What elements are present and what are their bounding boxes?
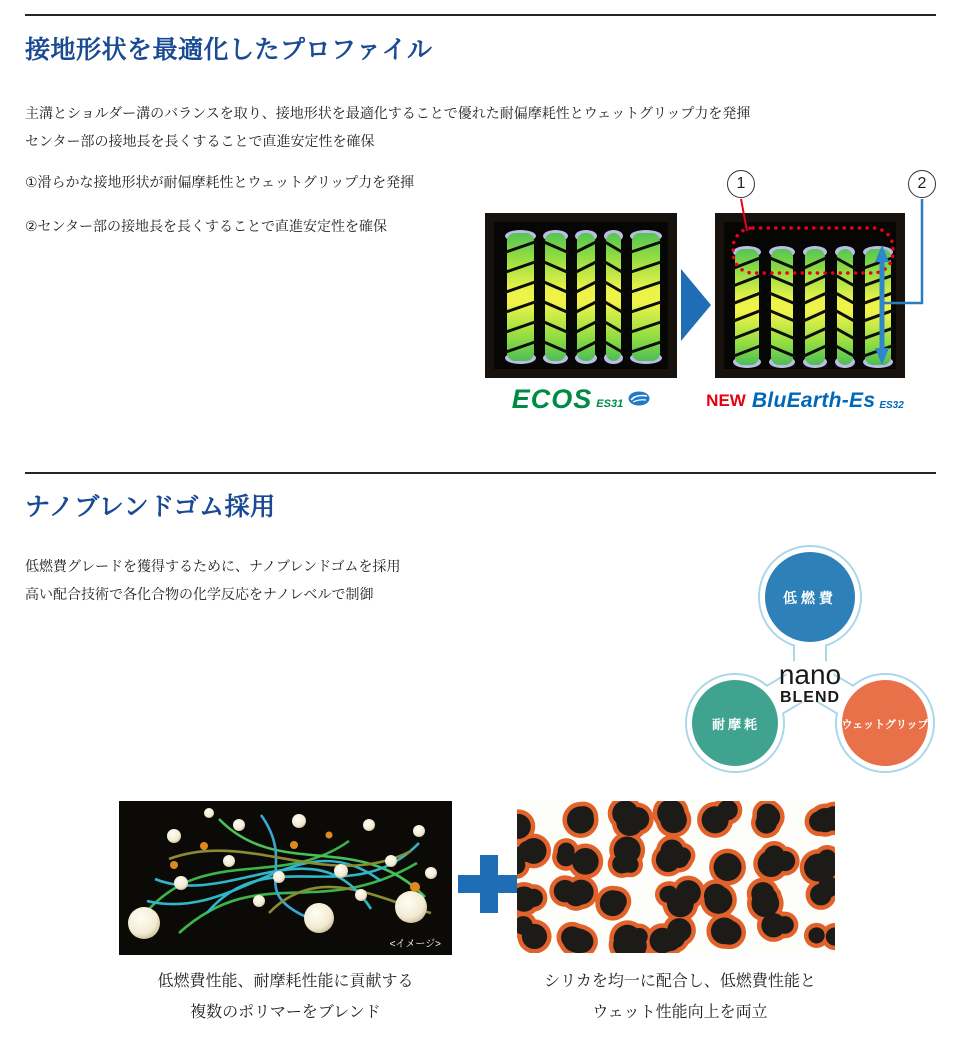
profile-lead-line-2: センター部の接地長を長くすることで直進安定性を確保 xyxy=(25,133,375,149)
silica-dispersion-image xyxy=(517,801,835,953)
before-tire-heatmap xyxy=(485,213,677,378)
marker-2: 2 xyxy=(908,170,936,198)
new-tag: NEW xyxy=(706,391,746,410)
node-fuel-label: 低燃費 xyxy=(783,590,837,606)
image-note: <イメージ> xyxy=(389,939,441,950)
node-wear-label: 耐摩耗 xyxy=(711,717,761,732)
section-divider-nano xyxy=(25,472,936,474)
polymer-caption xyxy=(119,966,452,1028)
transition-arrow-icon xyxy=(681,269,711,341)
before-product-label xyxy=(485,385,677,413)
bluearth-model-code: ES32 xyxy=(879,399,904,411)
polymer-caption-line-1: 低燃費性能、耐摩耗性能に貢献する xyxy=(157,973,414,990)
polymer-caption-line-2: 複数のポリマーをブレンド xyxy=(190,1004,381,1021)
profile-section-title: 接地形状を最適化したプロファイル xyxy=(25,36,433,64)
silica-caption-line-1: シリカを均一に配合し、低燃費性能と xyxy=(544,973,816,990)
nano-logo-bottom: BLEND xyxy=(779,689,841,706)
profile-point-1: ①滑らかな接地形状が耐偏摩耗性とウェットグリップ力を発揮 xyxy=(25,174,415,190)
profile-lead-line-1: 主溝とショルダー溝のバランスを取り、接地形状を最適化することで優れた耐偏摩耗性とウェットグリップ力を発揮 xyxy=(25,105,751,121)
nano-logo-top: nano xyxy=(778,659,842,690)
nano-lead-line-2: 高い配合技術で各化合物の化学反応をナノレベルで制御 xyxy=(25,586,374,602)
polymer-blend-image xyxy=(119,801,452,955)
nano-section-title: ナノブレンドゴム採用 xyxy=(25,493,276,521)
profile-point-2: ②センター部の接地長を長くすることで直進安定性を確保 xyxy=(25,218,387,234)
ecos-model-code: ES31 xyxy=(596,398,624,410)
after-product-label xyxy=(700,387,910,415)
silica-caption-line-2: ウェット性能向上を両立 xyxy=(592,1004,768,1021)
nano-lead-line-1: 低燃費グレードを獲得するために、ナノブレンドゴムを採用 xyxy=(25,558,401,574)
ecos-logo: ECOS xyxy=(511,383,593,414)
node-wetgrip-label: ウェットグリップ xyxy=(841,719,929,731)
nano-blend-diagram xyxy=(680,545,960,785)
after-tire-heatmap xyxy=(715,213,905,378)
silica-caption xyxy=(517,966,843,1028)
marker-1: 1 xyxy=(727,170,755,198)
plus-icon xyxy=(458,855,520,913)
section-divider-top xyxy=(25,14,936,16)
contact-patch-comparison-figure xyxy=(470,165,961,415)
bluearth-logo: BluEarth-Es xyxy=(751,389,876,412)
eco-badge-icon xyxy=(628,391,650,411)
